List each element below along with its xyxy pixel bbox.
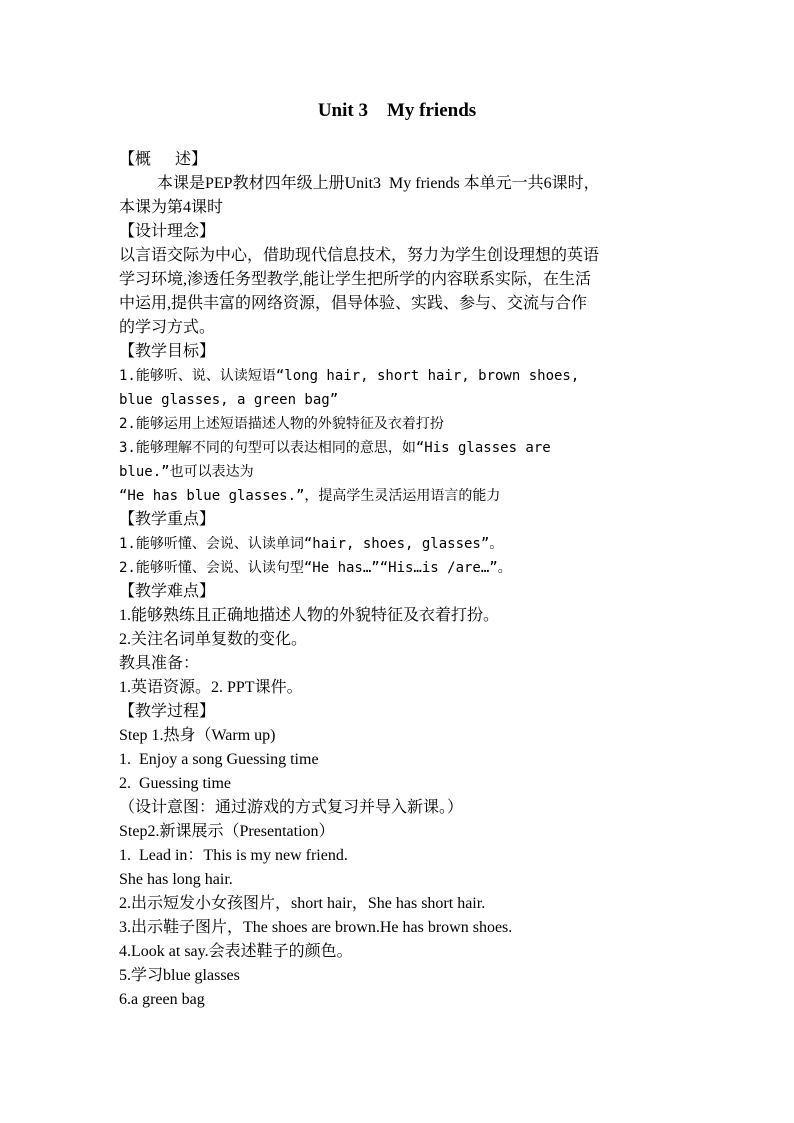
step-item: 5.学习blue glasses xyxy=(119,967,240,984)
step-item: 1. Enjoy a song Guessing time xyxy=(119,751,319,768)
difficulty-item: 2.关注名词单复数的变化。 xyxy=(119,631,308,648)
paragraph-line: 的学习方式。 xyxy=(119,319,216,336)
section-heading-key-points: 【教学重点】 xyxy=(119,511,216,528)
step-item: 6.a green bag xyxy=(119,991,205,1008)
difficulty-item: 1.能够熟练且正确地描述人物的外貌特征及衣着打扮。 xyxy=(119,607,500,624)
paragraph-line: 本课为第4课时 xyxy=(119,199,224,216)
section-heading-difficulties: 【教学难点】 xyxy=(119,583,216,600)
paragraph-line: 以言语交际为中心，借助现代信息技术，努力为学生创设理想的英语 xyxy=(119,247,600,264)
paragraph-line: 中运用,提供丰富的网络资源，倡导体验、实践、参与、交流与合作 xyxy=(119,295,588,312)
paragraph-line: 学习环境,渗透任务型教学,能让学生把所学的内容联系实际，在生活 xyxy=(119,271,592,288)
goal-item: blue.”也可以表达为 xyxy=(119,464,254,480)
key-point-item: 1.能够听懂、会说、认读单词“hair, shoes, glasses”。 xyxy=(119,536,504,552)
step-item: She has long hair. xyxy=(119,871,233,888)
section-heading-teaching-goals: 【教学目标】 xyxy=(119,343,216,360)
goal-item: 1.能够听、说、认读短语“long hair, short hair, brown shoes, xyxy=(119,368,580,384)
section-heading-design-concept: 【设计理念】 xyxy=(119,223,216,240)
step-item: 2.出示短发小女孩图片，short hair，She has short hair. xyxy=(119,895,486,912)
step-item: 2. Guessing time xyxy=(119,775,231,792)
key-point-item: 2.能够听懂、会说、认读句型“He has…”“His…is /are…”。 xyxy=(119,560,512,576)
document-body xyxy=(119,148,679,1012)
paragraph-line: 本课是PEP教材四年级上册Unit3 My friends 本单元一共6课时， xyxy=(157,175,600,192)
goal-item: 3.能够理解不同的句型可以表达相同的意思，如“His glasses are xyxy=(119,440,551,456)
teaching-aids-item: 1.英语资源。2. PPT课件。 xyxy=(119,679,303,696)
step-item: 4.Look at say.会表述鞋子的颜色。 xyxy=(119,943,353,960)
goal-item: “He has blue glasses.”，提高学生灵活运用语言的能力 xyxy=(119,488,501,504)
document-title: Unit 3 My friends xyxy=(317,100,477,121)
section-heading-overview: 【概 述】 xyxy=(119,151,208,168)
goal-item: 2.能够运用上述短语描述人物的外貌特征及衣着打扮 xyxy=(119,416,444,432)
goal-item: blue glasses, a green bag” xyxy=(119,392,339,408)
section-heading-process: 【教学过程】 xyxy=(119,703,216,720)
step-heading: Step2.新课展示（Presentation） xyxy=(119,823,335,840)
step-item: 3.出示鞋子图片，The shoes are brown.He has brown shoes. xyxy=(119,919,513,936)
teaching-aids-label: 教具准备： xyxy=(119,655,200,672)
step-heading: Step 1.热身（Warm up) xyxy=(119,727,276,744)
step-item: 1. Lead in：This is my new friend. xyxy=(119,847,348,864)
design-intent-note: （设计意图：通过游戏的方式复习并导入新课。） xyxy=(119,799,464,816)
